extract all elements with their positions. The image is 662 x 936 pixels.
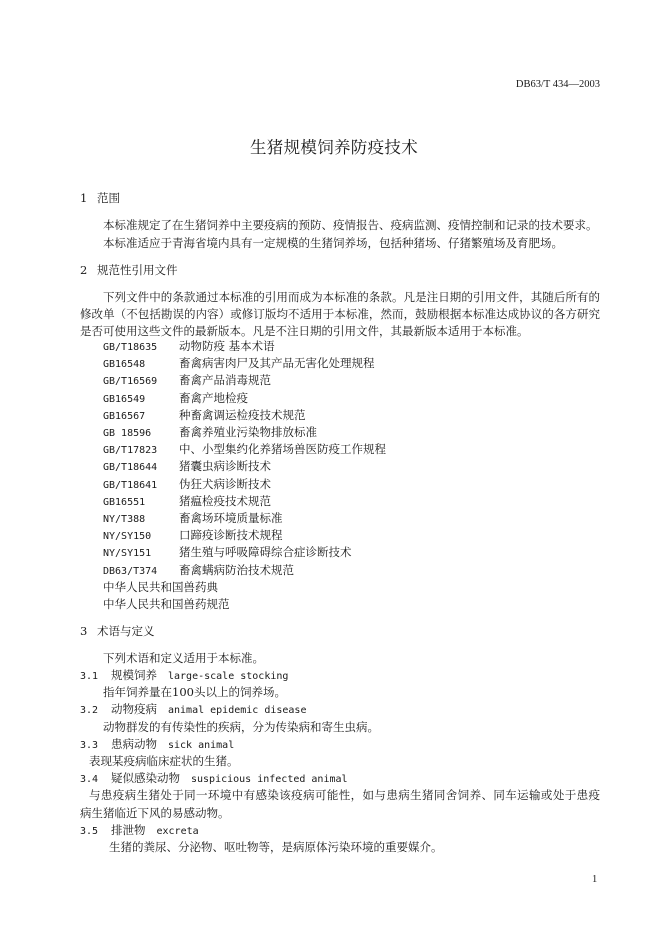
term-chinese: 规模饲养	[111, 668, 157, 683]
paragraph: 本标准规定了在生猪饲养中主要疫病的预防、疫情报告、疫病监测、疫情控制和记录的技术要求。	[103, 218, 598, 233]
term-english: excreta	[156, 825, 199, 837]
term-definition: 与患疫病生猪处于同一环境中有感染该疫病可能性，如与患病生猪同舍饲养、同车运输或处于患疫	[89, 788, 600, 803]
section-terms-definitions	[80, 623, 600, 856]
reference-item	[80, 390, 600, 407]
reference-code: GB/T16569	[103, 376, 158, 388]
reference-item	[80, 424, 600, 441]
term-number: 3.3	[80, 739, 99, 751]
term-number: 3.2	[80, 705, 99, 717]
reference-title: 猪生殖与呼吸障碍综合症诊断技术	[179, 545, 352, 560]
reference-item	[80, 441, 600, 458]
term-chinese: 疑似感染动物	[111, 771, 180, 786]
reference-code: NY/T388	[103, 513, 146, 525]
reference-title: 畜禽螨病防治技术规范	[179, 562, 294, 577]
reference-item	[80, 476, 600, 493]
reference-code: DB63/T374	[103, 565, 158, 577]
reference-list	[80, 338, 600, 613]
term-definition: 病生猪临近下风的易感动物。	[80, 805, 230, 820]
reference-title: 畜禽场环境质量标准	[179, 510, 283, 525]
reference-code: GB 18596	[103, 428, 152, 440]
term-chinese: 排泄物	[111, 822, 146, 837]
reference-title: 种畜禽调运检疫技术规范	[179, 407, 306, 422]
term-number: 3.4	[80, 774, 99, 786]
section-scope	[80, 190, 600, 251]
reference-code: GB16548	[103, 359, 146, 371]
reference-title: 畜禽产品消毒规范	[179, 373, 271, 388]
section-number: 3	[80, 623, 88, 638]
term-heading	[80, 822, 600, 839]
reference-title: 伪狂犬病诊断技术	[179, 476, 271, 491]
term-chinese: 动物疫病	[111, 702, 157, 717]
reference-title: 畜禽养殖业污染物排放标准	[179, 425, 317, 440]
reference-title: 中、小型集约化养猪场兽医防疫工作规程	[179, 442, 386, 457]
term-english: sick animal	[168, 739, 235, 751]
paragraph-line: 下列文件中的条款通过本标准的引用而成为本标准的条款。凡是注日期的引用文件，其随后所有的	[103, 289, 600, 304]
term-definition: 动物群发的有传染性的疾病，分为传染病和寄生虫病。	[103, 719, 379, 734]
term-english: large-scale stocking	[168, 671, 289, 683]
term-number: 3.5	[80, 825, 99, 837]
paragraph-line: 下列术语和定义适用于本标准。	[103, 650, 264, 665]
page-number: 1	[592, 874, 598, 885]
paragraph-line: 是否可使用这些文件的最新版本。凡是不注日期的引用文件，其最新版本适用于本标准。	[80, 323, 529, 338]
reference-title: 畜禽病害肉尸及其产品无害化处理规程	[179, 356, 375, 371]
term-heading	[80, 667, 600, 684]
reference-code: NY/SY150	[103, 531, 152, 543]
reference-code: NY/SY151	[103, 548, 152, 560]
reference-item-untitled-code: 中华人民共和国兽药规范	[103, 596, 230, 611]
term-english: suspicious infected animal	[191, 774, 348, 786]
reference-item	[80, 562, 600, 579]
reference-code: GB16567	[103, 410, 146, 422]
section-number: 1	[80, 191, 88, 206]
reference-item	[80, 544, 600, 561]
term-definition: 生猪的粪尿、分泌物、呕吐物等，是病原体污染环境的重要媒介。	[109, 839, 443, 854]
section-title: 规范性引用文件	[97, 262, 178, 277]
reference-item	[80, 510, 600, 527]
reference-title: 畜禽产地检疫	[179, 390, 248, 405]
section-heading	[80, 190, 600, 207]
section-normative-references	[80, 262, 600, 614]
reference-code: GB/T18635	[103, 342, 158, 354]
reference-item	[80, 338, 600, 355]
reference-item	[80, 527, 600, 544]
reference-code: GB16549	[103, 393, 146, 405]
term-number: 3.1	[80, 671, 99, 683]
term-chinese: 患病动物	[111, 736, 157, 751]
reference-item	[80, 372, 600, 389]
paragraph: 本标准适应于青海省境内具有一定规模的生猪饲养场，包括种猪场、仔猪繁殖场及育肥场。	[103, 235, 563, 250]
document-body	[80, 190, 600, 856]
document-code: DB63/T 434—2003	[515, 79, 600, 90]
term-english: animal epidemic disease	[168, 705, 307, 717]
section-title: 术语与定义	[97, 623, 155, 638]
reference-item	[80, 355, 600, 372]
reference-title: 动物防疫 基本术语	[179, 339, 275, 354]
reference-title: 猪瘟检疫技术规范	[179, 493, 271, 508]
term-definition: 表现某疫病临床症状的生猪。	[89, 754, 239, 768]
reference-item	[80, 407, 600, 424]
reference-code: GB/T17823	[103, 445, 158, 457]
term-definition: 指年饲养量在100头以上的饲养场。	[103, 685, 286, 700]
reference-code: GB/T18641	[103, 479, 158, 491]
reference-code: GB/T18644	[103, 462, 158, 474]
section-title: 范围	[97, 191, 120, 206]
paragraph-line: 修改单（不包括勘误的内容）或修订版均不适用于本标准，然而，鼓励根据本标准达成协议的各方研究	[80, 306, 600, 321]
reference-code: GB16551	[103, 496, 146, 508]
reference-title: 口蹄疫诊断技术规程	[179, 528, 283, 543]
reference-item	[80, 458, 600, 475]
reference-item-untitled-code: 中华人民共和国兽药典	[103, 579, 218, 594]
reference-title: 猪囊虫病诊断技术	[179, 459, 271, 474]
term-heading	[80, 770, 600, 787]
section-heading	[80, 262, 600, 279]
reference-item	[80, 493, 600, 510]
section-heading	[80, 623, 600, 640]
term-heading	[80, 736, 600, 753]
section-number: 2	[80, 262, 88, 277]
document-title: 生猪规模饲养防疫技术	[250, 138, 418, 157]
term-heading	[80, 701, 600, 718]
